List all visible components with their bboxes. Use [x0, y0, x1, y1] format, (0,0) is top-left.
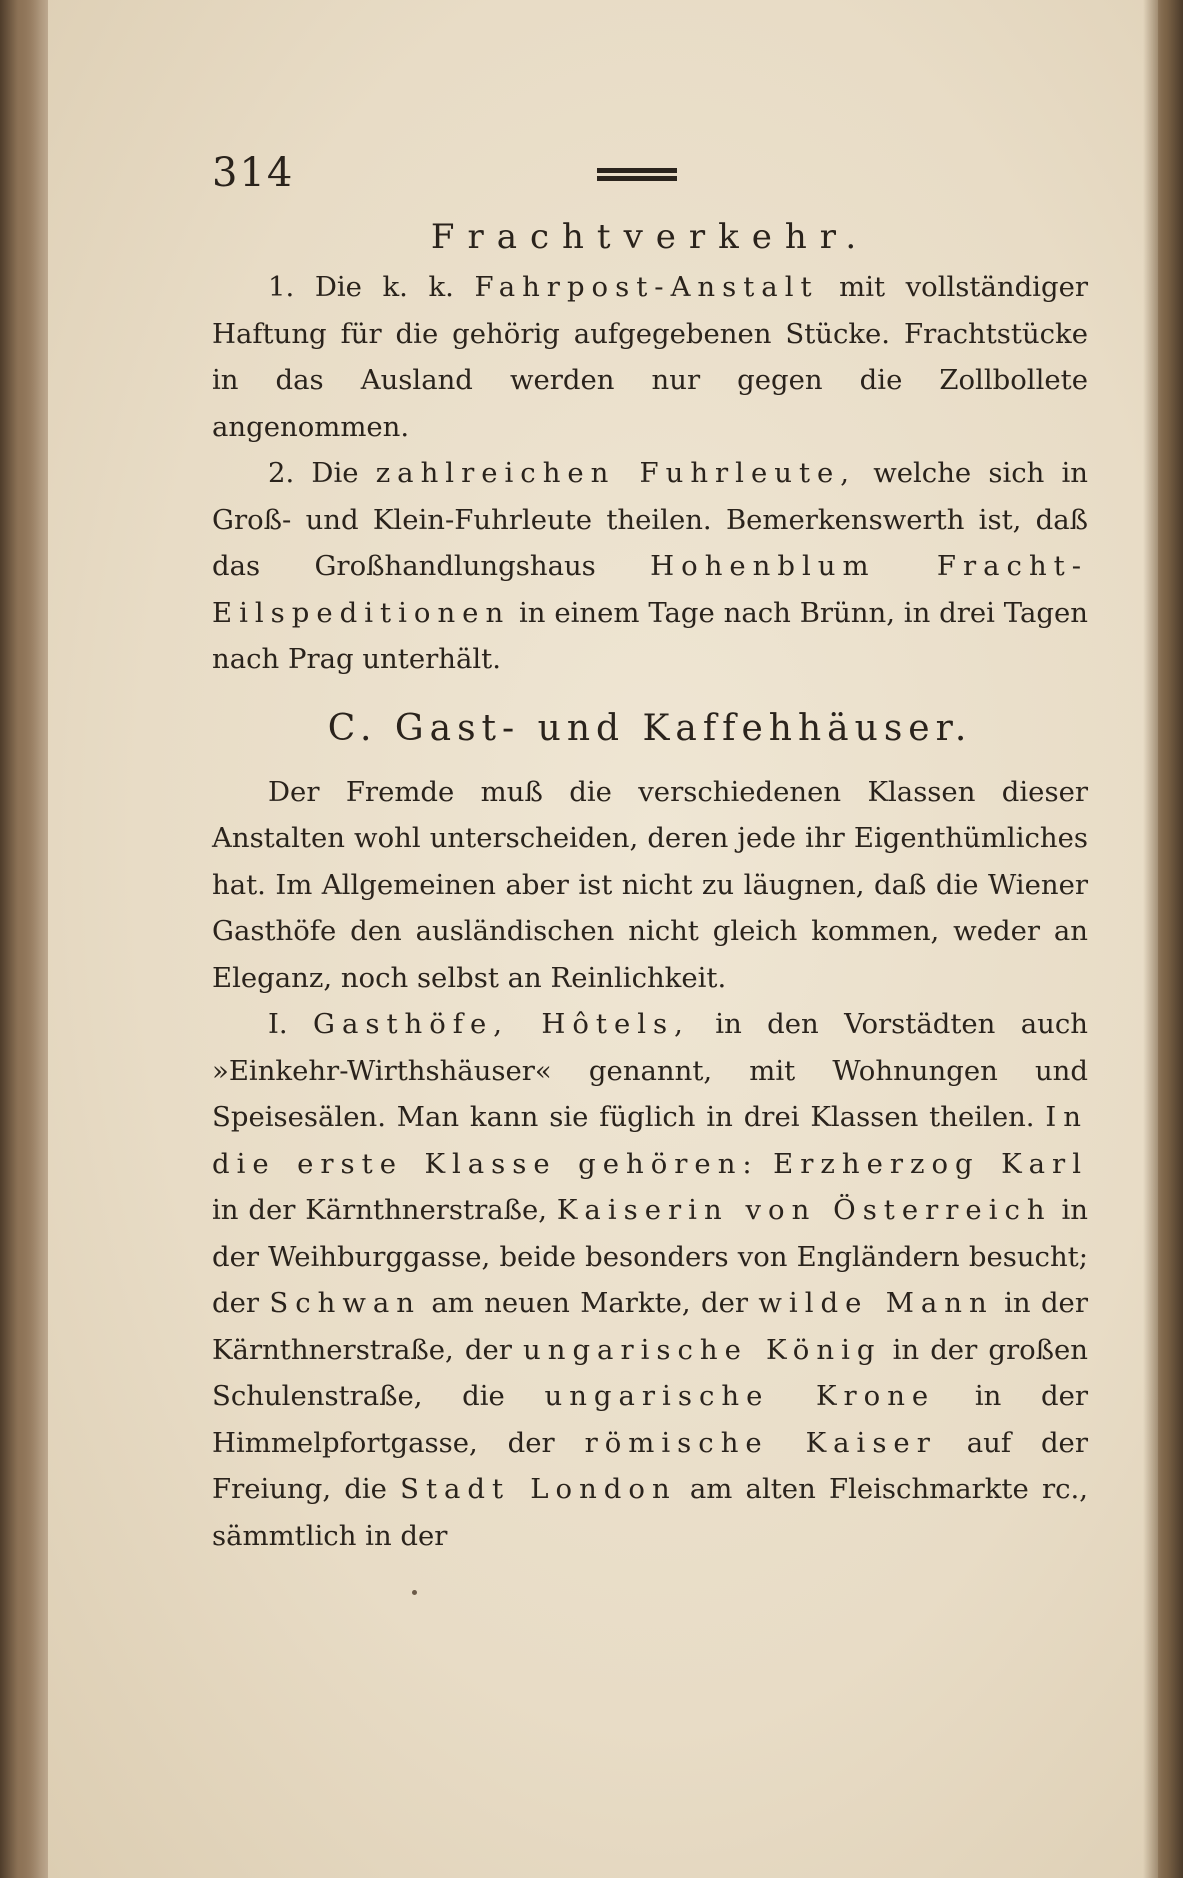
running-header — [212, 150, 1088, 210]
hotel-name: wilde Mann — [758, 1287, 994, 1319]
header-double-rule — [597, 168, 677, 182]
hotel-location: auf der Freiung, die — [212, 1426, 1088, 1505]
hotel-location: in der Himmelpfortgasse, der — [212, 1380, 1089, 1459]
text-block — [212, 150, 1088, 1559]
subsection-letter: C. — [327, 707, 378, 749]
item-text: welche sich in Groß- und Klein-Fuhrleute theilen. Bemerkenswerth ist, daß das Großhandlungshaus — [212, 457, 1088, 582]
hotel-name: Erzherzog Karl — [773, 1147, 1088, 1180]
hotel-location: in der Kärnthnerstraße, der — [212, 1287, 1088, 1366]
item-spaced-title: Fahrpost-Anstalt — [474, 271, 819, 303]
item-number: 1. — [268, 271, 295, 303]
freight-item-1 — [212, 264, 1088, 450]
section-title: Frachtverkehr. — [430, 217, 870, 257]
hotel-name: ungarische Krone — [544, 1380, 936, 1412]
hotel-location: am alten Fleischmarkte rc., sämmtlich in der — [212, 1473, 1088, 1552]
item-text: mit vollständiger Haftung für die gehörig aufgegebenen Stücke. Frachtstücke in das Ausland werden nur gegen die Zollbollete angenommen. — [212, 271, 1088, 443]
hotel-location: am neuen Markte, der — [431, 1287, 749, 1319]
hotel-name: Stadt London — [400, 1473, 677, 1505]
hotel-location: in der Kärnthnerstraße, — [212, 1194, 548, 1226]
hotel-location: in der großen Schulenstraße, die — [212, 1333, 1088, 1412]
item-text: in einem Tage nach Brünn, in drei Tagen nach Prag unterhält. — [212, 596, 1088, 675]
hotels-paragraph — [212, 1001, 1088, 1559]
hotel-name: römische Kaiser — [584, 1426, 937, 1459]
hotel-location: in der Weihburggasse, beide besonders von Engländern besucht; der — [212, 1194, 1088, 1319]
item-spaced-company: Hohenblum Fracht-Eilspeditionen — [212, 550, 1089, 629]
item-lead: Die — [311, 457, 359, 489]
hotels-number: I. — [268, 1008, 288, 1040]
hotels-class-heading: In die erste Klasse gehören: — [212, 1101, 1088, 1180]
hotels-intro: in den Vorstädten auch »Einkehr-Wirthshäuser« genannt, mit Wohnungen und Speisesälen. Man kann sie füglich in drei Klassen theilen. — [212, 1008, 1088, 1133]
right-page-edge — [1143, 0, 1183, 1878]
freight-item-2 — [212, 450, 1088, 683]
intro-paragraph: Der Fremde muß die verschiedenen Klassen dieser Anstalten wohl unterscheiden, deren jede ihr Eigenthümliches hat. Im Allgemeinen aber ist nicht zu läugnen, daß die Wiener Gasthöfe den ausländischen nicht gleich kommen, weder an Eleganz, noch selbst an Reinlichkeit. — [212, 775, 1088, 994]
hotel-name: ungarische König — [523, 1333, 882, 1366]
subsection-title: Gast- und Kaffehhäuser. — [394, 707, 973, 749]
item-lead: Die k. k. — [314, 271, 454, 303]
subsection-heading — [212, 697, 1088, 761]
item-number: 2. — [268, 457, 295, 489]
hotels-title: Gasthöfe, Hôtels, — [313, 1008, 690, 1040]
item-spaced-title: zahlreichen Fuhrleute, — [375, 457, 857, 489]
ink-speck — [412, 1590, 417, 1595]
hotel-name: Kaiserin von Österreich — [556, 1194, 1052, 1226]
hotel-name: Schwan — [269, 1287, 421, 1319]
page-number: 314 — [212, 150, 295, 196]
